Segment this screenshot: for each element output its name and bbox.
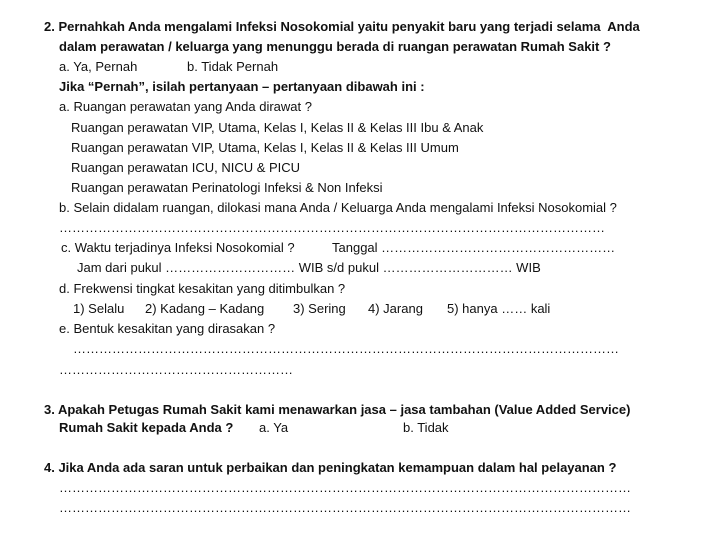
question-3-option-b: b. Tidak	[403, 420, 449, 435]
question-3-line-1: 3. Apakah Petugas Rumah Sakit kami menawarkan jasa – jasa tambahan (Value Added Service)	[44, 402, 631, 417]
frequency-option: 4) Jarang	[368, 301, 423, 316]
question-2-line-2: dalam perawatan / keluarga yang menunggu berada di ruangan perawatan Rumah Sakit ?	[59, 39, 611, 54]
frequency-option: 2) Kadang – Kadang	[145, 301, 265, 316]
question-2-line-1: 2. Pernahkah Anda mengalami Infeksi Nosokomial yaitu penyakit baru yang terjadi selama Anda	[44, 19, 640, 34]
question-3-option-a: a. Ya	[259, 420, 289, 435]
frequency-option: 3) Sering	[293, 301, 346, 316]
frequency-option: 5) hanya …… kali	[447, 301, 551, 316]
question-4-answer-blank: ……………………………………………………………………………………………………………………	[59, 500, 631, 515]
sub-question-b: b. Selain didalam ruangan, dilokasi mana Anda / Keluarga Anda mengalami Infeksi Nosokomial ?	[59, 200, 617, 215]
sub-question-e-answer-blank: ………………………………………………………………………………………………………………	[73, 341, 619, 356]
sub-question-b-answer-blank: ………………………………………………………………………………………………………………	[59, 220, 605, 235]
question-2-option-a: a. Ya, Pernah	[59, 59, 138, 74]
sub-question-a: a. Ruangan perawatan yang Anda dirawat ?	[59, 99, 312, 114]
sub-question-e: e. Bentuk kesakitan yang dirasakan ?	[59, 321, 276, 336]
time-range-field: Jam dari pukul ………………………… WIB s/d pukul ………………………… WIB	[77, 260, 541, 275]
date-field: Tanggal ………………………………………………	[332, 240, 616, 255]
sub-question-d: d. Frekwensi tingkat kesakitan yang ditimbulkan ?	[59, 281, 346, 296]
question-2-followup-instruction: Jika “Pernah”, isilah pertanyaan – pertanyaan dibawah ini :	[59, 79, 425, 94]
sub-question-c: c. Waktu terjadinya Infeksi Nosokomial ?	[61, 240, 295, 255]
question-2-option-b: b. Tidak Pernah	[187, 59, 279, 74]
room-option: Ruangan perawatan VIP, Utama, Kelas I, Kelas II & Kelas III Ibu & Anak	[71, 120, 484, 135]
question-4-line-1: 4. Jika Anda ada saran untuk perbaikan dan peningkatan kemampuan dalam hal pelayanan ?	[44, 460, 617, 475]
room-option: Ruangan perawatan Perinatologi Infeksi & Non Infeksi	[71, 180, 383, 195]
room-option: Ruangan perawatan ICU, NICU & PICU	[71, 160, 301, 175]
question-3-line-2: Rumah Sakit kepada Anda ?	[59, 420, 234, 435]
room-option: Ruangan perawatan VIP, Utama, Kelas I, Kelas II & Kelas III Umum	[71, 140, 459, 155]
sub-question-e-answer-blank: ………………………………………………	[59, 362, 293, 377]
question-4-answer-blank: ……………………………………………………………………………………………………………………	[59, 480, 631, 495]
frequency-option: 1) Selalu	[73, 301, 125, 316]
